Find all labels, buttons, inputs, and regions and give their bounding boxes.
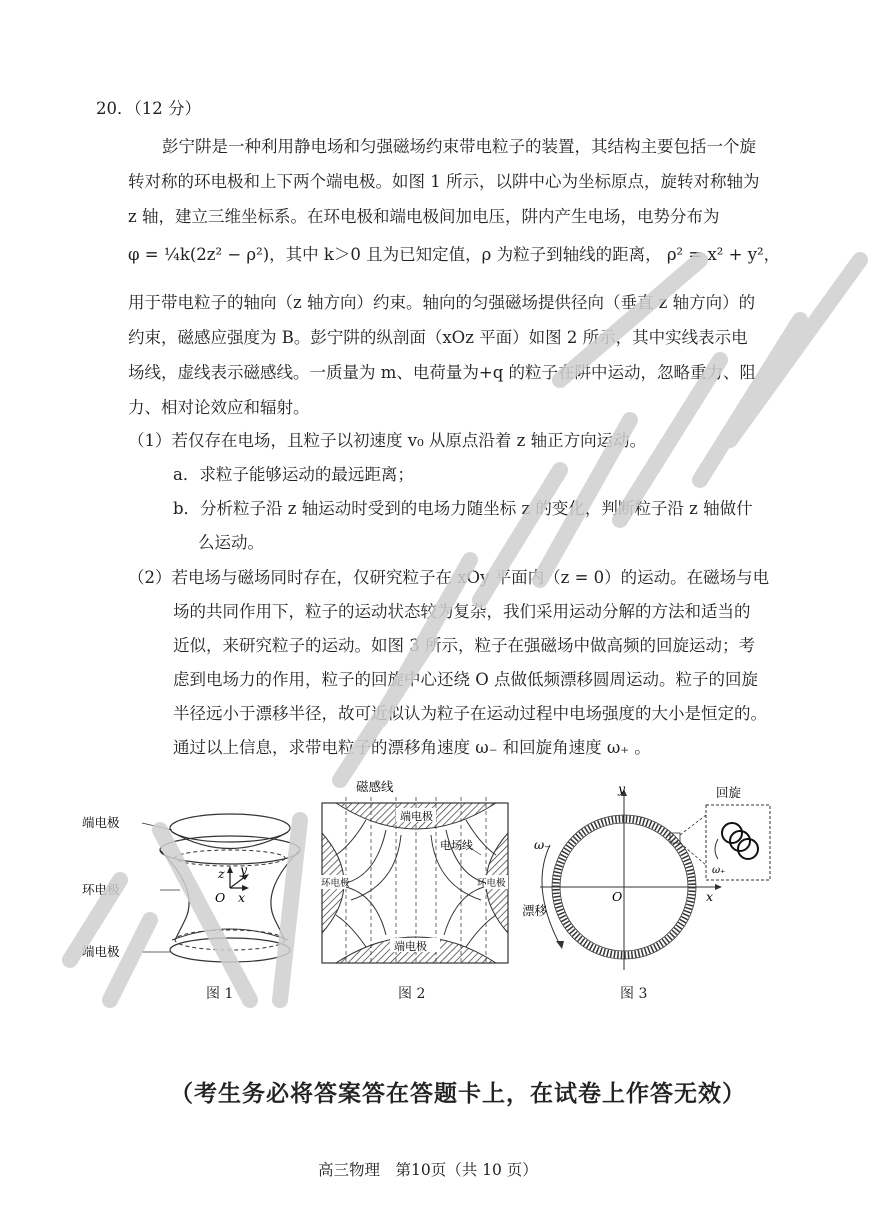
fig3-origin: O <box>612 889 623 904</box>
part2-line-3: 近似，来研究粒子的运动。如图 3 所示，粒子在强磁场中做高频的回旋运动；考 <box>173 636 755 655</box>
figure-2 <box>316 775 516 970</box>
fig1-label-top: 端电极 <box>82 815 120 830</box>
answer-notice: （考生务必将答案答在答题卡上，在试卷上作答无效） <box>170 1081 746 1107</box>
fig2-caption: 图 2 <box>398 986 426 1002</box>
fig2-label-top-electrode: 端电极 <box>400 810 433 823</box>
fig1-axis-y: y <box>240 862 248 877</box>
fig2-label-right-ring: 环电极 <box>477 878 506 889</box>
part1-stem: （1）若仅存在电场，且粒子以初速度 v₀ 从原点沿着 z 轴正方向运动。 <box>128 431 647 450</box>
intro-line-1: 彭宁阱是一种利用静电场和匀强磁场约束带电粒子的装置，其结构主要包括一个旋 <box>162 137 756 156</box>
fig1-label-ring: 环电极 <box>82 882 120 897</box>
part2-line-6: 通过以上信息，求带电粒子的漂移角速度 ω₋ 和回旋角速度 ω₊ 。 <box>173 738 651 757</box>
page-footer: 高三物理 第10页（共 10 页） <box>318 1161 538 1179</box>
fig3-omega-minus: ω₋ <box>534 837 551 852</box>
body-line-4: 力、相对论效应和辐射。 <box>128 398 310 417</box>
fig3-omega-plus: ω₊ <box>712 865 726 876</box>
fig2-label-left-ring: 环电极 <box>321 878 350 889</box>
part2-line-2: 场的共同作用下，粒子的运动状态较为复杂，我们采用运动分解的方法和适当的 <box>173 602 751 621</box>
fig3-label-gyration: 回旋 <box>716 785 742 800</box>
fig3-axis-y: y <box>618 781 626 796</box>
figure-1 <box>80 790 310 980</box>
formula-line: φ = ¼k(2z² − ρ²)，其中 k＞0 且为已知定值，ρ 为粒子到轴线的距离， ρ² = x² + y²， <box>128 245 781 264</box>
body-line-1: 用于带电粒子的轴向（z 轴方向）约束。轴向的匀强磁场提供径向（垂直 z 轴方向）的 <box>128 293 756 312</box>
intro-line-3: z 轴，建立三维坐标系。在环电极和端电极间加电压，阱内产生电场，电势分布为 <box>128 207 720 226</box>
part2-line-4: 虑到电场力的作用，粒子的回旋中心还绕 O 点做低频漂移圆周运动。粒子的回旋 <box>173 670 759 689</box>
fig1-axis-x: x <box>238 890 246 905</box>
part1-a: a．求粒子能够运动的最远距离； <box>173 465 414 484</box>
fig3-caption: 图 3 <box>620 986 648 1002</box>
figure-3 <box>520 775 780 975</box>
fig1-caption: 图 1 <box>206 986 234 1002</box>
fig2-label-field: 磁感线 <box>356 779 394 794</box>
body-line-2: 约束，磁感应强度为 B。彭宁阱的纵剖面（xOz 平面）如图 2 所示，其中实线表示电 <box>128 328 748 347</box>
part2-line-1: （2）若电场与磁场同时存在，仅研究粒子在 xOy 平面内（z = 0）的运动。在磁场与电 <box>128 568 770 587</box>
fig1-label-bottom: 端电极 <box>82 944 120 959</box>
fig1-axis-z: z <box>218 866 225 881</box>
fig1-origin: O <box>215 890 226 905</box>
body-line-3: 场线，虚线表示磁感线。一质量为 m、电荷量为+q 的粒子在阱中运动，忽略重力、阻 <box>128 363 757 382</box>
part1-b-line2: 么运动。 <box>198 533 264 552</box>
part2-line-5: 半径远小于漂移半径，故可近似认为粒子在运动过程中电场强度的大小是恒定的。 <box>173 704 767 723</box>
fig3-label-drift: 漂移 <box>522 903 548 918</box>
intro-line-2: 转对称的环电极和上下两个端电极。如图 1 所示，以阱中心为坐标原点，旋转对称轴为 <box>128 172 760 191</box>
part1-b-line1: b．分析粒子沿 z 轴运动时受到的电场力随坐标 z 的变化，判断粒子沿 z 轴做什 <box>173 499 753 518</box>
fig2-label-bottom-electrode: 端电极 <box>394 940 427 953</box>
question-number: 20．（12 分） <box>96 99 201 118</box>
fig3-axis-x: x <box>706 889 714 904</box>
fig2-label-efield: 电场线 <box>440 839 473 852</box>
